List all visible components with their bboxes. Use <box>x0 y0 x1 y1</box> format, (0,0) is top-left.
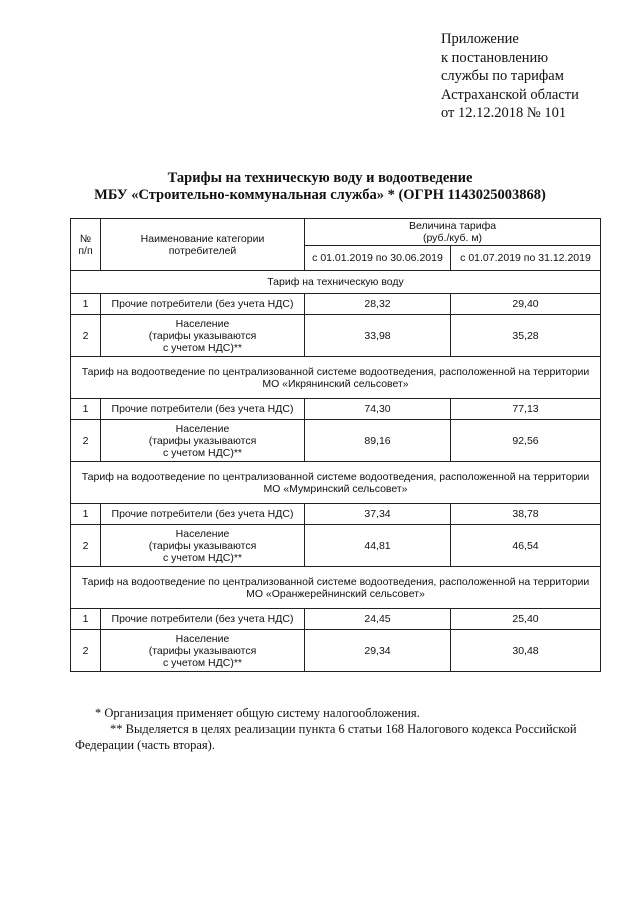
row-value-1: 24,45 <box>305 609 451 630</box>
row-category: Прочие потребители (без учета НДС) <box>101 399 305 420</box>
title-line-2: МБУ «Строительно-коммунальная служба» * (ОГРН 1143025003868) <box>94 187 546 203</box>
row-value-1: 44,81 <box>305 525 451 567</box>
row-category: Население (тарифы указываются с учетом НДС)** <box>101 315 305 357</box>
row-num: 2 <box>71 525 101 567</box>
header-period-1: с 01.01.2019 по 30.06.2019 <box>305 246 451 271</box>
row-num: 2 <box>71 630 101 672</box>
tariff-table <box>70 218 601 672</box>
row-value-2: 35,28 <box>451 315 601 357</box>
row-value-2: 29,40 <box>451 294 601 315</box>
row-value-1: 74,30 <box>305 399 451 420</box>
row-value-1: 89,16 <box>305 420 451 462</box>
header-category: Наименование категории потребителей <box>101 219 305 271</box>
table-row <box>71 630 601 672</box>
table-row <box>71 315 601 357</box>
row-value-2: 77,13 <box>451 399 601 420</box>
row-value-2: 25,40 <box>451 609 601 630</box>
row-value-2: 92,56 <box>451 420 601 462</box>
row-category: Население (тарифы указываются с учетом НДС)** <box>101 525 305 567</box>
section-title: Тариф на водоотведение по централизованной системе водоотведения, расположенной на территории МО «Оранжерейнинский сельсовет» <box>71 567 601 609</box>
section-title: Тариф на техническую воду <box>71 271 601 294</box>
row-value-1: 37,34 <box>305 504 451 525</box>
header-period-2: с 01.07.2019 по 31.12.2019 <box>451 246 601 271</box>
table-row <box>71 525 601 567</box>
appendix-line: службы по тарифам <box>441 68 564 84</box>
table-row <box>71 420 601 462</box>
table-row <box>71 504 601 525</box>
appendix-line: к постановлению <box>441 49 549 66</box>
row-category: Прочие потребители (без учета НДС) <box>101 609 305 630</box>
row-num: 1 <box>71 609 101 630</box>
footnote-1: * Организация применяет общую систему налогообложения. <box>95 706 420 720</box>
appendix-block <box>441 30 579 123</box>
appendix-line: от 12.12.2018 № 101 <box>441 105 567 121</box>
table-row <box>71 609 601 630</box>
row-value-2: 30,48 <box>451 630 601 672</box>
row-num: 2 <box>71 315 101 357</box>
appendix-line: Астраханской области <box>441 86 579 103</box>
row-value-1: 28,32 <box>305 294 451 315</box>
row-num: 1 <box>71 294 101 315</box>
row-category: Прочие потребители (без учета НДС) <box>101 294 305 315</box>
footnote-2: ** Выделяется в целях реализации пункта 6 статьи 168 Налогового кодекса Российской Федерации (часть вторая). <box>75 722 577 752</box>
section-title: Тариф на водоотведение по централизованной системе водоотведения, расположенной на территории МО «Мумринский сельсовет» <box>71 462 601 504</box>
row-num: 1 <box>71 399 101 420</box>
header-value: Величина тарифа (руб./куб. м) <box>305 219 601 246</box>
row-value-1: 33,98 <box>305 315 451 357</box>
title-line-1: Тарифы на техническую воду и водоотведение <box>167 170 473 186</box>
row-value-1: 29,34 <box>305 630 451 672</box>
table-row <box>71 399 601 420</box>
row-value-2: 38,78 <box>451 504 601 525</box>
row-num: 2 <box>71 420 101 462</box>
document-title <box>0 170 640 204</box>
row-category: Население (тарифы указываются с учетом НДС)** <box>101 420 305 462</box>
row-category: Прочие потребители (без учета НДС) <box>101 504 305 525</box>
appendix-line: Приложение <box>441 31 519 47</box>
header-num: № п/п <box>71 219 101 271</box>
row-num: 1 <box>71 504 101 525</box>
table-row <box>71 294 601 315</box>
section-title: Тариф на водоотведение по централизованной системе водоотведения, расположенной на территории МО «Икрянинский сельсовет» <box>71 357 601 399</box>
row-category: Население (тарифы указываются с учетом НДС)** <box>101 630 305 672</box>
footnotes <box>75 705 605 753</box>
row-value-2: 46,54 <box>451 525 601 567</box>
